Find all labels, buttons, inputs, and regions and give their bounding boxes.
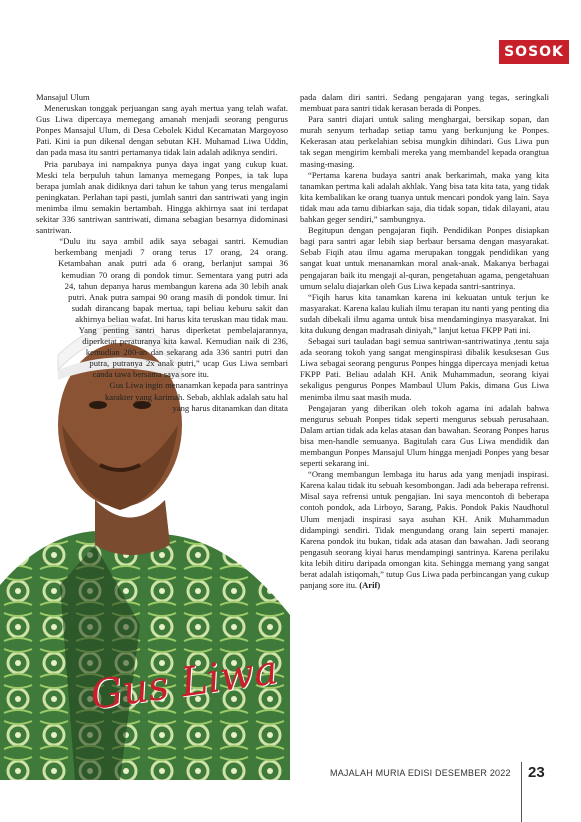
paragraph: Para santri diajari untuk saling menghargai, bersikap sopan, dan murah senyum terhadap setiap tamu yang berkunjung ke Ponpes. Kekerasan atau perkelahian sebisa mungkin dihindari. Gus Liwa pun tak segan mengirim kembali mereka yang membandel kepada orangtua masing-masing. (300, 114, 549, 169)
paragraph (300, 469, 549, 591)
paragraph: “Pertama karena budaya santri anak berkarimah, maka yang kita tanamkan pertma kali adalah akhlak. Yang bisa tata kita tata, yang tidak kita kembalikan ke orang tuanya untuk mencari pondok yang lain. Saya tidak mau ada tamu dibiarkan saja, dia tidak sopan, tidak dilayani, atau bahkan geger sendiri,” sambungnya. (300, 169, 549, 225)
paragraph: Begitupun dengan pengajaran fiqih. Pendidikan Ponpes disiapkan bagi para santri agar lebih siap berbaur bersama dengan masyarakat. Sebab Fiqih atau ilmu agama merupakan tonggak pendidikan yang sangat kuat untuk menanamkan moral anak-anak. Makanya berbagai pengajaran baik itu mengaji al-quran, pengetahuan agama, pengetahuan umum selalu diajarkan oleh Gus Liwa kepada santri-santrinya. (300, 225, 549, 291)
footer-divider (521, 762, 522, 822)
byline: (Arif) (359, 580, 381, 591)
paragraph: Gus Liwa ingin menanamkan kepada para santrinya karakter yang karimah. Sebab, akhlak adalah satu hal yang harus ditanamkan dan ditata (104, 380, 288, 413)
right-text-column (300, 92, 549, 591)
subheading: Mansajul Ulum (36, 92, 90, 102)
section-badge: SOSOK (499, 40, 569, 64)
paragraph: Sebagai suri tauladan bagi semua santriwan-santriwatinya ,tentu saja ada seorang tokoh yang sangat menginspirasi dibalik kesuksesan Gus Liwa sebagai seorang pengurus Ponpes hingga dipercaya menjadi ketua FKPP Pati. Beliau adalah KH. Anik Muhammadun, seorang kiyai sekaligus pengurus Ponpes Mambaul Ulum Pakis, dimana Gus Liwa menimba ilmu saat masih muda. (300, 336, 549, 402)
paragraph: pada dalam diri santri. Sedang pengajaran yang tegas, seringkali membuat para santri tidak kerasan berada di Ponpes. (300, 92, 549, 114)
paragraph: “Dulu itu saya ambil adik saya sebagai santri. Kemudian berkembang menjadi 7 orang terus 17 orang, 24 orang. Ketambahan anak putri ada 6 orang, berlanjut sampai 36 kemudian 70 orang di pondok timur. Sementara yang putri ada 24, tahun depanya harus membangun karena ada 30 lebih anak putri. Anak putra sampai 90 orang masih di pondok timur. Ini sudah dirancang bapak mertua, tapi beliau keburu sakit dan akhirnya beliau wafat. Ini harus kita teruskan mau tidak mau. Yang penting santri harus diperketat pembelajarannya, diperketat peraturanya kita kawal. Kemudian naik di 236, kemudian 280-an dan sekarang ada 336 santri putri dan putra, putranya 2x anak putri,” ucap Gus Liwa sembari canda tawa bersama saya sore itu. (54, 236, 288, 380)
footer-magazine-title: MAJALAH MURIA EDISI DESEMBER 2022 (330, 768, 511, 778)
page-number: 23 (528, 764, 545, 781)
paragraph: Meneruskan tonggak perjuangan sang ayah mertua yang telah wafat. Gus Liwa dipercaya memegang amanah menjadi seorang pengurus Ponpes Mansajul Ulum, di Desa Cebolek Kidul Kecamatan Margoyoso Pati. Kini ia pun dikenal dengan sebutan KH. Muhamad Liwa Uddin, dan pada masa itu santri pertamanya tidak lain adalah adiknya sendiri. (36, 103, 288, 158)
paragraph: Pengajaran yang diberikan oleh tokoh agama ini adalah bahwa mengurus sebuah Ponpes tidak seperti mengurus sebuah perusahaan. Dalam artian tidak ada kelas atasan dan bawahan. Seorang Ponpes harus bisa men-handle semuanya. Bagitulah cara Gus Liwa mendidik dan membangun Ponpes Mansajul Ulum hingga menjadi Ponpes yang besar seperti sekarang ini. (300, 402, 549, 469)
signature-gus-liwa: Gus Liwa (87, 647, 281, 719)
quote-text: “Orang membangun lembaga itu harus ada yang menjadi inspirasi. Karena kalau tidak itu sebuah kesombongan. Jadi ada beberapa refrensi. Misal saya refrensi untuk pengajian. Ini saya mencontoh di beberapa contoh pondok, ada Lirboyo, Sarang, Pakis. Pondok Pakis Naudhotul Ulum menjadi inspirasi saya asuhan KH. Anik Muhammadun didampingi sendiri. Tidak mengundang orang lain seperti manajer. Karena pondok itu bukan, tidak ada atasan dan bawahan. Jadi seorang pengasuh seorang kiyai harus mendampingi santrinya. Karena perilaku kita lebih ditiru daripada omongan kita. Sehingga memang yang sangat berat adalah istiqomah,” tutup Gus Liwa pada perbincangan yang cukup panjang sore itu. (300, 469, 549, 591)
left-text-column (36, 92, 288, 536)
paragraph: “Fiqih harus kita tanamkan karena ini kekuatan untuk terjun ke masyarakat. Karena kalau kuliah ilmu terapan itu nanti yang penting dia sudah dibekali ilmu agama untuk bisa mendaminginya masyarakat. Ini kita dukung dengan madrasah diniyah,” lanjut ketua FKPP Pati ini. (300, 291, 549, 335)
paragraph: Pria parubaya ini nampaknya punya daya ingat yang cukup kuat. Meski tela berpuluh tahun lamanya memegang Ponpes, ia tak lupa berapa jumlah anak didiknya dari tahun ke tahun yang terus mengalami peningkatan. Perlahan tapi pasti, jumlah santri dan santriwati yang ingin menimba ilmu semakin bertambah. Hingga akhirnya saat ini terdapat sekitar 336 santriwan santriwati, dimana sebagian besarnya didominasi santriwan. (36, 158, 288, 236)
